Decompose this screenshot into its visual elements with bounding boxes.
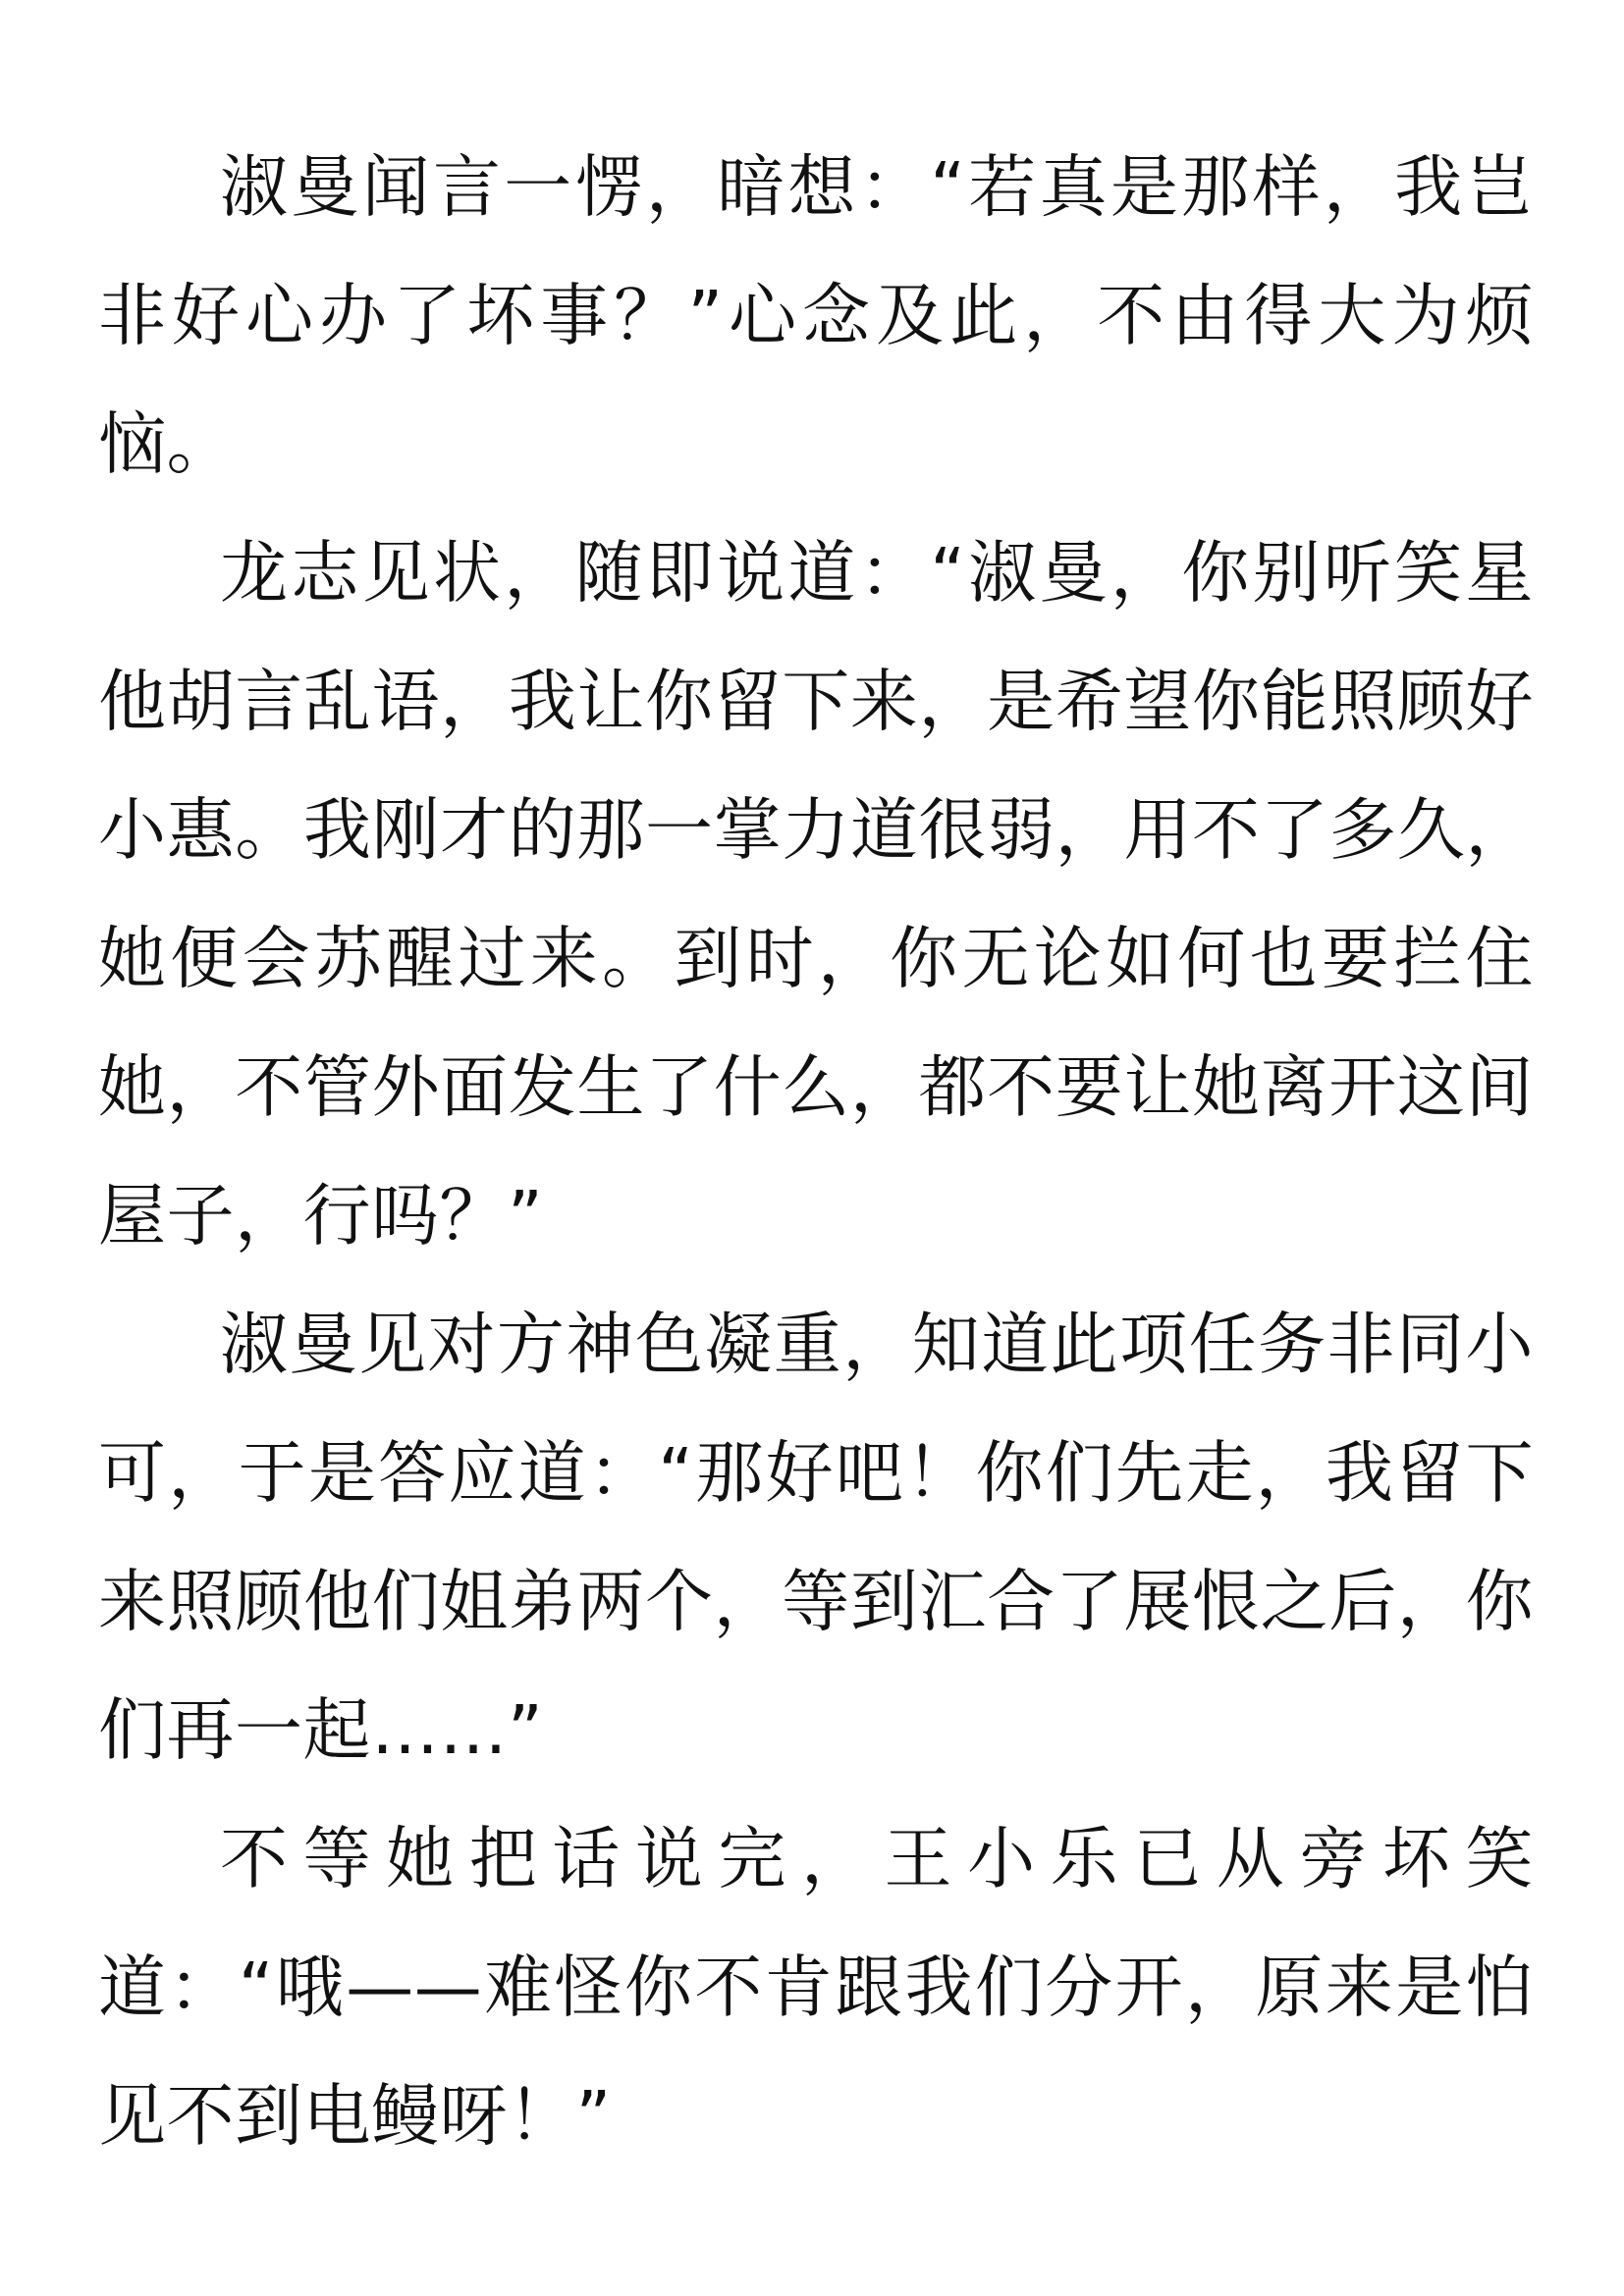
paragraph-4: 不等她把话说完，王小乐已从旁坏笑道：“哦——难怪你不肯跟我们分开，原来是怕见不到电鳗呀！” xyxy=(98,1820,1534,2156)
paragraph-3: 淑曼见对方神色凝重，知道此项任务非同小可，于是答应道：“那好吧！你们先走，我留下来照顾他们姐弟两个，等到汇合了展恨之后，你们再一起……” xyxy=(98,1306,1534,1770)
body-text xyxy=(98,124,1534,2181)
paragraph-2: 龙志见状，随即说道：“淑曼，你别听笑星他胡言乱语，我让你留下来，是希望你能照顾好小惠。我刚才的那一掌力道很弱，用不了多久，她便会苏醒过来。到时，你无论如何也要拦住她，不管外面发生了什么，都不要让她离开这间屋子，行吗？” xyxy=(98,534,1534,1255)
paragraph-1: 淑曼闻言一愣，暗想：“若真是那样，我岂非好心办了坏事？”心念及此，不由得大为烦恼。 xyxy=(98,148,1534,484)
